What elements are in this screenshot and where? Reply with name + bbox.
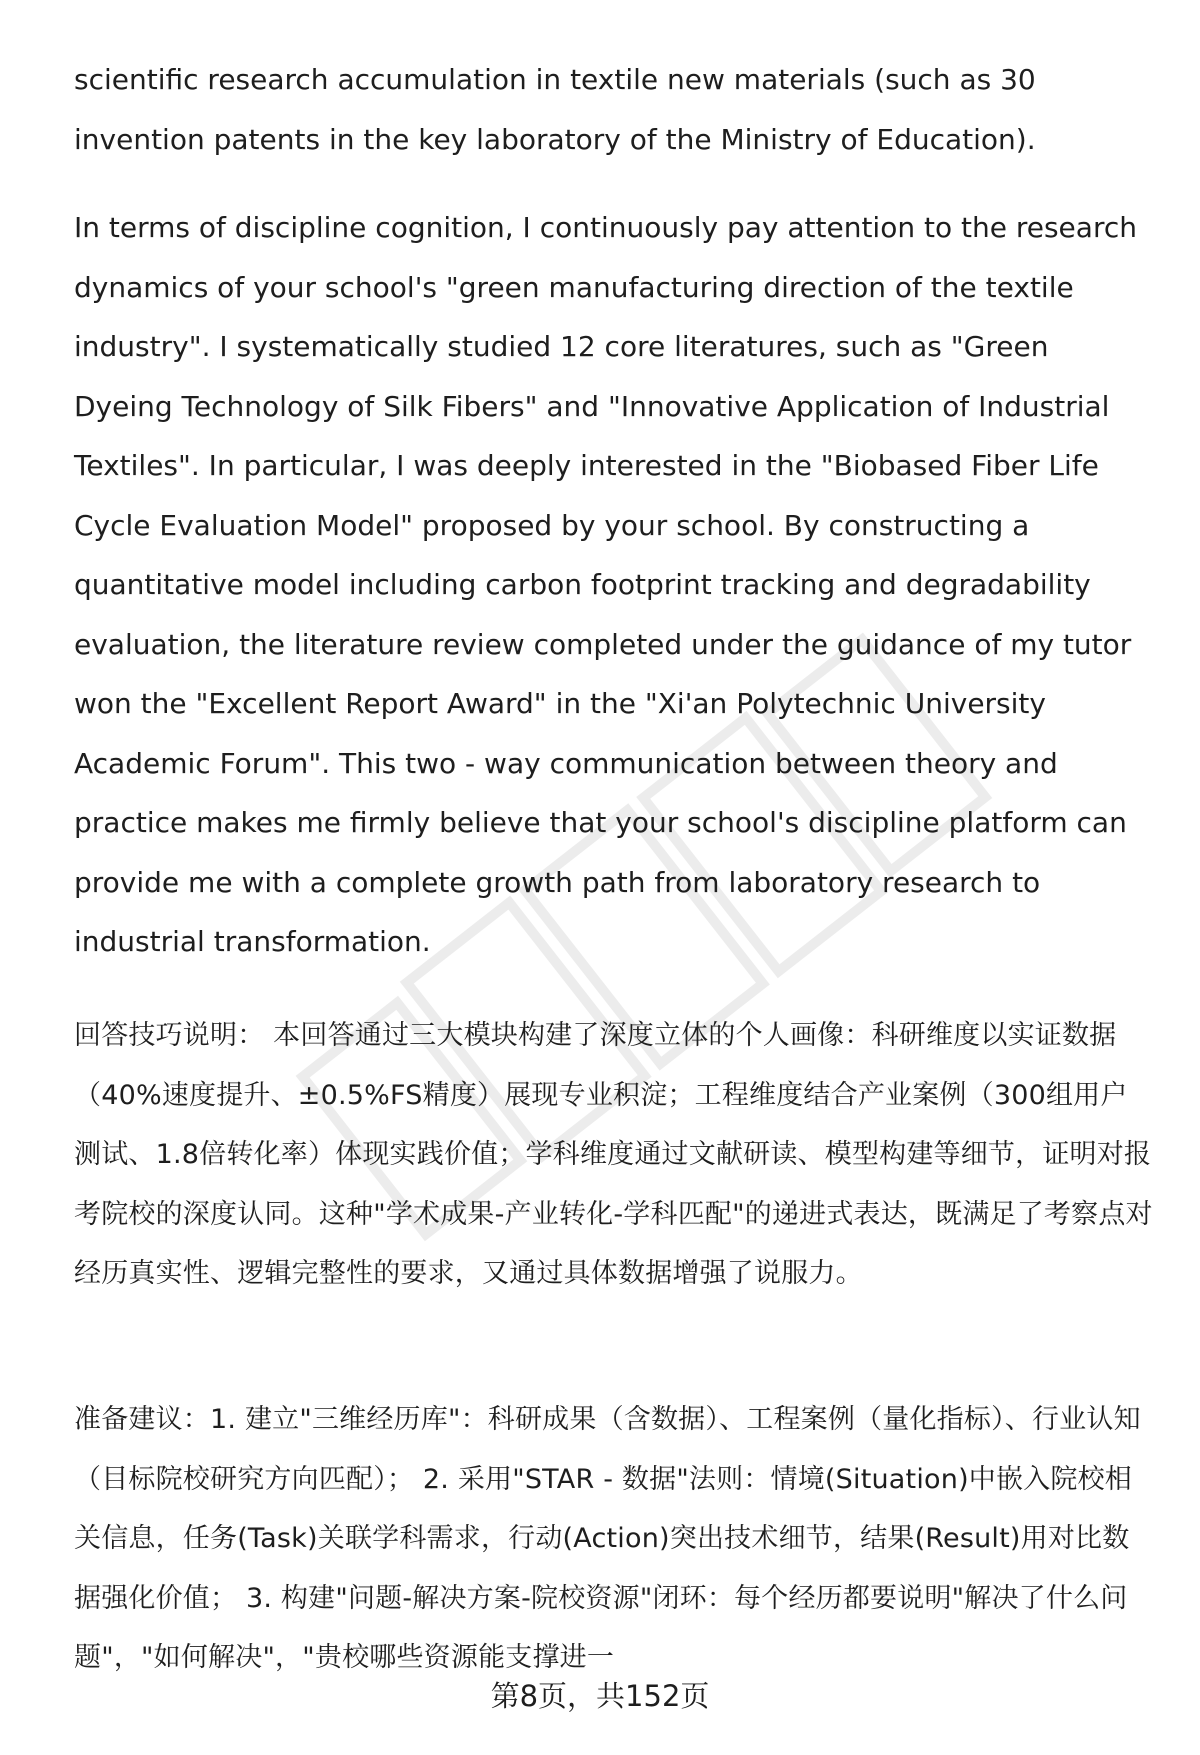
paragraph-research-accumulation: scientific research accumulation in textile new materials (such as 30 invention patents in the key laboratory of the Ministry of Education). [74,63,1036,156]
page-number-footer: 第8页，共152页 [490,1679,710,1713]
paragraph-answer-tips: 回答技巧说明： 本回答通过三大模块构建了深度立体的个人画像：科研维度以实证数据（40%速度提升、±0.5%FS精度）展现专业积淀；工程维度结合产业案例（300组用户测试、1.8倍转化率）体现实践价值；学科维度通过文献研读、模型构建等细节，证明对报考院校的深度认同。这种"学术成果-产业转化-学科匹配"的递进式表达，既满足了考察点对经历真实性、逻辑完整性的要求，又通过具体数据增强了说服力。 [74,1020,1153,1289]
paragraph-preparation-advice: 准备建议：1. 建立"三维经历库"：科研成果（含数据）、工程案例（量化指标）、行业认知（目标院校研究方向匹配）； 2. 采用"STAR - 数据"法则：情境(Situation)中嵌入院校相关信息，任务(Task)关联学科需求，行动(Action)突出技术细节，结果(Result)用对比数据强化价值； 3. 构建"问题-解决方案-院校资源"闭环：每个经历都要说明"解决了什么问题"，"如何解决"，"贵校哪些资源能支撑进一 [74,1404,1141,1673]
paragraph-discipline-cognition: In terms of discipline cognition, I continuously pay attention to the research dynamics of your school's "green manufacturing direction of the textile industry". I systematically studied 12 core literatures, such as "Green Dyeing Technology of Silk Fibers" and "Innovative Application of Industrial Textiles". In particular, I was deeply interested in the "Biobased Fiber Life Cycle Evaluation Model" proposed by your school. By constructing a quantitative model including carbon footprint tracking and degradability evaluation, the literature review completed under the guidance of my tutor won the "Excellent Report Award" in the "Xi'an Polytechnic University Academic Forum". This two - way communication between theory and practice makes me firmly believe that your school's discipline platform can provide me with a complete growth path from laboratory research to industrial transformation. [74,211,1137,958]
